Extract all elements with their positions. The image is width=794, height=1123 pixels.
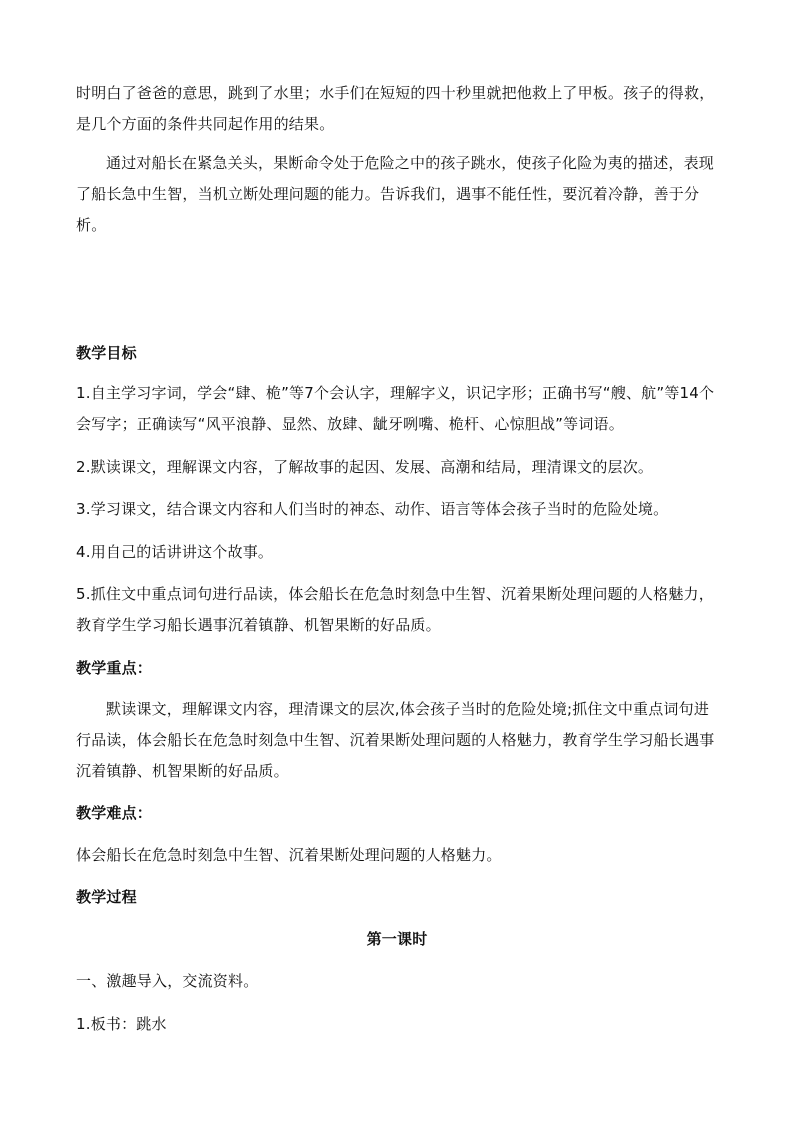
difficult-points-heading: 教学难点：	[76, 804, 153, 822]
teaching-goal-item-4: 4.用自己的话讲讲这个故事。	[76, 543, 274, 561]
difficult-points-text: 体会船长在危急时刻急中生智、沉着果断处理问题的人格魅力。	[76, 846, 502, 864]
teaching-goal-item-3: 3.学习课文，结合课文内容和人们当时的神态、动作、语言等体会孩子当时的危险处境。	[76, 500, 669, 518]
key-points-text: 默读课文，理解课文内容，理清课文的层次,体会孩子当时的危险处境;抓住文中重点词句进行品读，体会船长在危急时刻急中生智、沉着果断处理问题的人格魅力，教育学生学习船长遇事沉着镇静、机智果断的好品质。	[76, 700, 715, 780]
process-step-1: 一、激趣导入，交流资料。	[76, 972, 259, 990]
process-step-1-item-1: 1.板书：跳水	[76, 1015, 167, 1033]
lesson-title: 第一课时	[366, 930, 428, 948]
key-points-heading: 教学重点：	[76, 659, 153, 677]
intro-summary-paragraph: 通过对船长在紧急关头，果断命令处于危险之中的孩子跳水，使孩子化险为夷的描述，表现了船长急中生智，当机立断处理问题的能力。告诉我们，遇事不能任性，要沉着冷静，善于分析。	[76, 154, 715, 234]
teaching-goals-heading: 教学目标	[76, 344, 137, 362]
intro-continuation-paragraph: 时明白了爸爸的意思，跳到了水里；水手们在短短的四十秒里就把他救上了甲板。孩子的得救，是几个方面的条件共同起作用的结果。	[76, 84, 715, 133]
teaching-goal-item-5: 5.抓住文中重点词句进行品读，体会船长在危急时刻急中生智、沉着果断处理问题的人格魅力，教育学生学习船长遇事沉着镇静、机智果断的好品质。	[76, 585, 714, 634]
teaching-process-heading: 教学过程	[76, 888, 137, 906]
teaching-goal-item-2: 2.默读课文，理解课文内容，了解故事的起因、发展、高潮和结局，理清课文的层次。	[76, 458, 654, 476]
teaching-goal-item-1: 1.自主学习字词，学会“肆、桅”等7个会认字，理解字义，识记字形；正确书写“艘、航”等14个会写字；正确读写“风平浪静、显然、放肆、龇牙咧嘴、桅杆、心惊胆战”等词语。	[76, 384, 715, 433]
